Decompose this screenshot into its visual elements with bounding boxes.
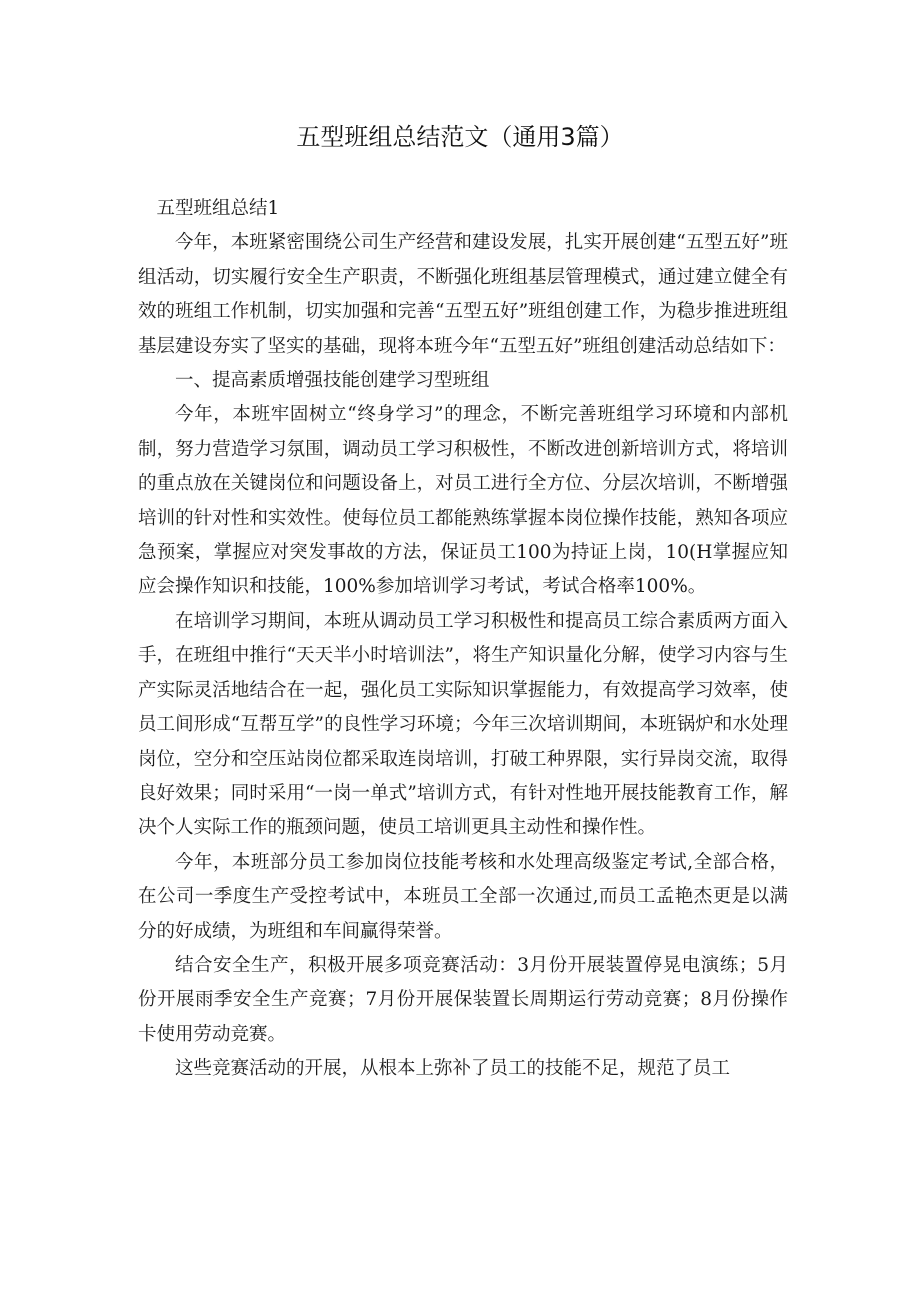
document-body — [138, 192, 788, 1087]
body-paragraph: 这些竞赛活动的开展，从根本上弥补了员工的技能不足，规范了员工 — [175, 1058, 731, 1080]
body-paragraph: 今年，本班部分员工参加岗位技能考核和水处理高级鉴定考试,全部合格，在公司一季度生产受控考试中，本班员工全部一次通过,而员工孟艳杰更是以满分的好成绩，为班组和车间赢得荣誉。 — [138, 851, 788, 942]
body-paragraph: 今年，本班牢固树立“终身学习”的理念，不断完善班组学习环境和内部机制，努力营造学习氛围，调动员工学习积极性，不断改进创新培训方式，将培训的重点放在关键岗位和问题设备上，对员工进行全方位、分层次培训，不断增强培训的针对性和实效性。使每位员工都能熟练掌握本岗位操作技能，熟知各项应急预案，掌握应对突发事故的方法，保证员工100为持证上岗，10(H掌握应知应会操作知识和技能，100%参加培训学习考试，考试合格率100%。 — [138, 404, 788, 598]
body-paragraph: 在培训学习期间，本班从调动员工学习积极性和提高员工综合素质两方面入手，在班组中推行“天天半小时培训法”，将生产知识量化分解，使学习内容与生产实际灵活地结合在一起，强化员工实际知识掌握能力，有效提高学习效率，使员工间形成“互帮互学”的良性学习环境；今年三次培训期间，本班锅炉和水处理岗位，空分和空压站岗位都采取连岗培训，打破工种界限，实行异岗交流，取得良好效果；同时采用“一岗一单式”培训方式，有针对性地开展技能教育工作，解决个人实际工作的瓶颈问题，使员工培训更具主动性和操作性。 — [138, 610, 788, 839]
subsection-heading: 五型班组总结1 — [156, 198, 280, 219]
body-paragraph: 今年，本班紧密围绕公司生产经营和建设发展，扎实开展创建“五型五好”班组活动，切实履行安全生产职责，不断强化班组基层管理模式，通过建立健全有效的班组工作机制，切实加强和完善“五型五好”班组创建工作，为稳步推进班组基层建设夯实了坚实的基础，现将本班今年“五型五好”班组创建活动总结如下： — [138, 232, 788, 357]
body-paragraph: 结合安全生产，积极开展多项竞赛活动：3月份开展装置停晃电演练；5月份开展雨季安全生产竞赛；7月份开展保装置长周期运行劳动竞赛；8月份操作卡使用劳动竞赛。 — [138, 954, 788, 1045]
section-heading: 一、提高素质增强技能创建学习型班组 — [175, 370, 490, 392]
document-title: 五型班组总结范文（通用3篇） — [296, 123, 624, 151]
